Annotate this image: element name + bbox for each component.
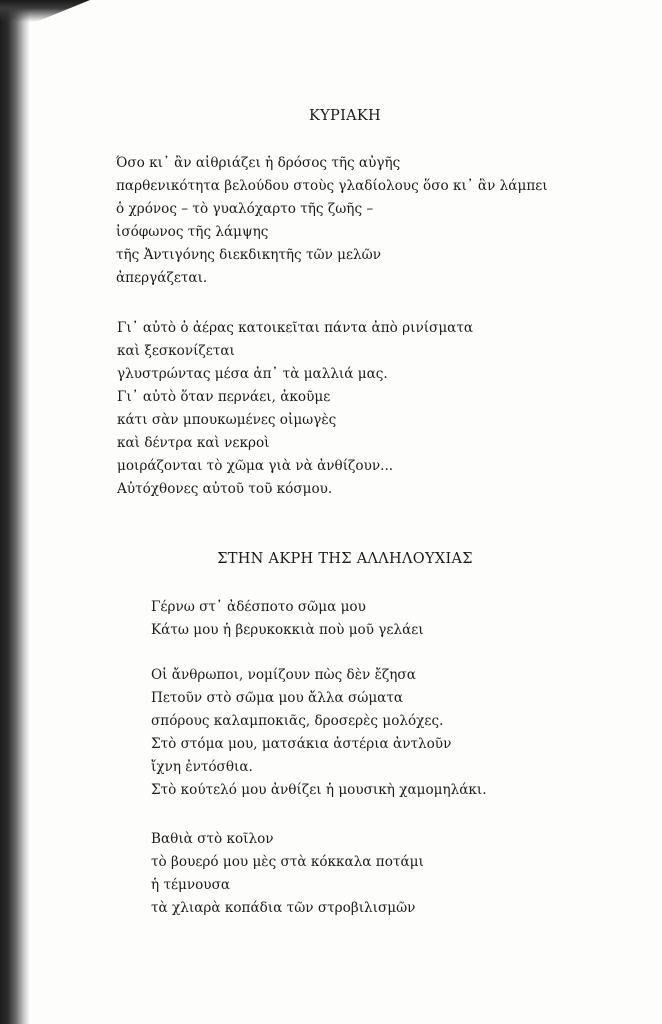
page-corner-shadow	[0, 0, 90, 22]
verse-line: Στὸ στόμα μου, ματσάκια ἀστέρια ἀντλοῦν	[151, 736, 452, 752]
poem-2-stanza-3	[151, 828, 424, 920]
verse-line: ἀπεργάζεται.	[116, 270, 208, 286]
verse-line: ὁ χρόνος – τὸ γυαλόχαρτο τῆς ζωῆς –	[116, 201, 374, 217]
verse-line: τῆς Ἀντιγόνης διεκδικητῆς τῶν μελῶν	[116, 247, 382, 263]
verse-line: κάτι σὰν μπουκωμένες οἰμωγὲς	[117, 412, 337, 428]
verse-line: Γέρνω στ᾽ ἀδέσποτο σῶμα μου	[151, 599, 366, 615]
poem-2-stanza-1	[151, 596, 424, 642]
verse-line: ἴχνη ἐντόσθια.	[151, 759, 253, 775]
verse-line: καὶ ξεσκονίζεται	[117, 343, 235, 359]
poem-1-stanza-1	[116, 152, 548, 290]
verse-line: παρθενικότητα βελούδου στοὺς γλαδίολους ὅσο κι᾽ ἂν λάμπει	[116, 178, 548, 194]
page-gutter-shadow	[0, 0, 30, 1024]
verse-line: ἡ τέμνουσα	[151, 877, 231, 893]
verse-line: Πετοῦν στὸ σῶμα μου ἄλλα σώματα	[151, 690, 404, 706]
poem-2-stanza-2	[151, 664, 487, 802]
verse-line: Στὸ κούτελό μου ἀνθίζει ἡ μουσικὴ χαμομηλάκι.	[151, 782, 487, 798]
poem-1-stanza-2	[117, 317, 473, 501]
verse-line: Οἱ ἄνθρωποι, νομίζουν πὼς δὲν ἔζησα	[151, 667, 416, 683]
verse-line: σπόρους καλαμποκιᾶς, δροσερὲς μολόχες.	[151, 713, 444, 729]
verse-line: Γι᾽ αὐτὸ ὁ ἀέρας κατοικεῖται πάντα ἀπὸ ρινίσματα	[117, 320, 474, 336]
verse-line: Όσο κι᾽ ἂν αἰθριάζει ἡ δρόσος τῆς αὐγῆς	[116, 155, 401, 171]
verse-line: ἰσόφωνος τῆς λάμψης	[116, 224, 269, 240]
verse-line: Βαθιὰ στὸ κοῖλον	[151, 831, 274, 847]
verse-line: μοιράζονται τὸ χῶμα γιὰ νὰ ἀνθίζουν...	[117, 458, 394, 474]
verse-line: Αὐτόχθονες αὐτοῦ τοῦ κόσμου.	[117, 481, 333, 497]
verse-line: τὰ χλιαρὰ κοπάδια τῶν στροβιλισμῶν	[151, 900, 416, 916]
verse-line: γλυστρώντας μέσα ἀπ᾽ τὰ μαλλιά μας.	[117, 366, 388, 382]
verse-line: καὶ δέντρα καὶ νεκροὶ	[117, 435, 270, 451]
poem-title-kyriaki: ΚΥΡΙΑΚΗ	[309, 108, 381, 124]
poem-title-akri: ΣΤΗΝ ΑΚΡΗ ΤΗΣ ΑΛΛΗΛΟΥΧΙΑΣ	[217, 551, 473, 567]
verse-line: Κάτω μου ἡ βερυκοκκιὰ ποὺ μοῦ γελάει	[151, 622, 424, 638]
verse-line: τὸ βουερό μου μὲς στὰ κόκκαλα ποτάμι	[151, 854, 424, 870]
verse-line: Γι᾽ αὐτὸ ὅταν περνάει, ἀκοῦμε	[117, 389, 331, 405]
